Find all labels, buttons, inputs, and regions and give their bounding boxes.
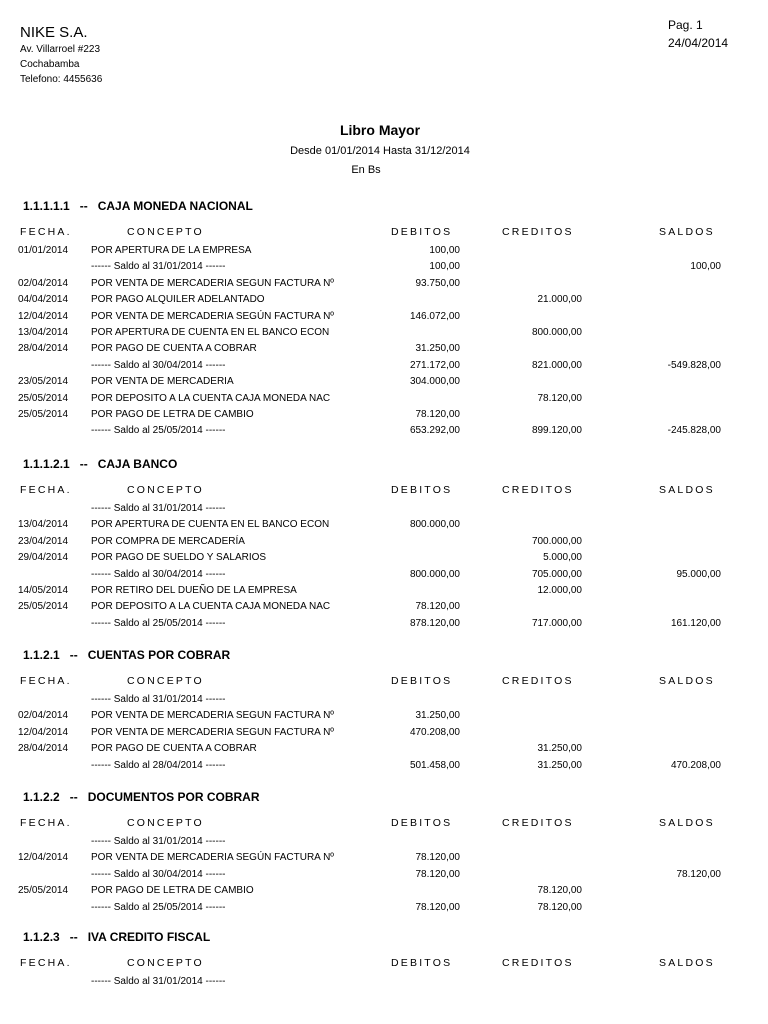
row-credito: 12.000,00 (537, 585, 582, 596)
column-header-debitos: DEBITOS (391, 817, 453, 829)
account-name: DOCUMENTOS POR COBRAR (87, 790, 260, 804)
account-code: 1.1.1.2.1 (23, 457, 70, 471)
account-code: 1.1.1.1.1 (23, 199, 70, 213)
row-saldo: -549.828,00 (667, 360, 721, 371)
row-fecha: 14/05/2014 (18, 585, 69, 596)
row-credito (482, 976, 582, 992)
row-debito: 800.000,00 (409, 569, 460, 580)
row-credito: 5.000,00 (543, 552, 582, 563)
row-concepto: ------ Saldo al 25/05/2014 ------ (91, 902, 226, 913)
row-saldo (621, 311, 721, 327)
column-header-fecha: FECHA. (20, 484, 72, 496)
row-fecha: 25/05/2014 (18, 885, 69, 896)
row-debito: 800.000,00 (409, 519, 460, 530)
row-credito (482, 245, 582, 261)
row-credito: 31.250,00 (537, 760, 582, 771)
row-concepto: POR PAGO DE CUENTA A COBRAR (91, 743, 257, 754)
company-phone: Telefono: 4455636 (20, 74, 103, 85)
row-concepto: ------ Saldo al 31/01/2014 ------ (91, 976, 226, 987)
column-header-debitos: DEBITOS (391, 226, 453, 238)
account-code: 1.1.2.1 (23, 648, 60, 662)
row-concepto: ------ Saldo al 30/04/2014 ------ (91, 869, 226, 880)
row-fecha: 13/04/2014 (18, 327, 69, 338)
row-credito (482, 261, 582, 277)
row-debito (360, 885, 460, 901)
row-credito (482, 503, 582, 519)
column-header-concepto: CONCEPTO (127, 675, 204, 687)
row-saldo (621, 976, 721, 992)
row-concepto: ------ Saldo al 31/01/2014 ------ (91, 694, 226, 705)
row-fecha: 13/04/2014 (18, 519, 69, 530)
row-fecha: 23/04/2014 (18, 536, 69, 547)
row-debito: 78.120,00 (415, 869, 460, 880)
row-credito: 800.000,00 (531, 327, 582, 338)
row-debito: 78.120,00 (415, 601, 460, 612)
account-heading (23, 199, 253, 213)
row-saldo (621, 376, 721, 392)
column-header-concepto: CONCEPTO (127, 226, 204, 238)
row-credito: 78.120,00 (537, 393, 582, 404)
row-saldo (621, 710, 721, 726)
row-credito: 821.000,00 (531, 360, 582, 371)
row-concepto: POR VENTA DE MERCADERIA SEGÚN FACTURA Nº (91, 311, 334, 322)
row-debito: 100,00 (429, 245, 460, 256)
row-credito (482, 409, 582, 425)
date-range: Desde 01/01/2014 Hasta 31/12/2014 (290, 145, 470, 157)
row-credito (482, 710, 582, 726)
column-header-creditos: CREDITOS (502, 817, 574, 829)
column-header-creditos: CREDITOS (502, 226, 574, 238)
row-debito: 78.120,00 (415, 902, 460, 913)
row-credito: 717.000,00 (531, 618, 582, 629)
column-header-saldos: SALDOS (659, 817, 715, 829)
column-header-debitos: DEBITOS (391, 957, 453, 969)
column-header-saldos: SALDOS (659, 226, 715, 238)
row-credito: 705.000,00 (531, 569, 582, 580)
row-fecha: 25/05/2014 (18, 393, 69, 404)
row-saldo (621, 503, 721, 519)
row-credito: 899.120,00 (531, 425, 582, 436)
company-address: Av. Villarroel #223 (20, 44, 101, 55)
row-credito (482, 836, 582, 852)
row-fecha: 25/05/2014 (18, 601, 69, 612)
row-credito (482, 519, 582, 535)
row-saldo: -245.828,00 (667, 425, 721, 436)
row-saldo (621, 836, 721, 852)
row-debito: 100,00 (429, 261, 460, 272)
row-saldo: 470.208,00 (670, 760, 721, 771)
page-number: Pag. 1 (668, 18, 703, 32)
row-debito: 146.072,00 (409, 311, 460, 322)
account-name: CAJA BANCO (97, 457, 178, 471)
column-header-saldos: SALDOS (659, 675, 715, 687)
row-saldo (621, 327, 721, 343)
row-debito (360, 536, 460, 552)
column-header-creditos: CREDITOS (502, 957, 574, 969)
row-debito: 501.458,00 (409, 760, 460, 771)
row-saldo (621, 278, 721, 294)
row-saldo: 95.000,00 (676, 569, 721, 580)
row-saldo (621, 885, 721, 901)
row-concepto: ------ Saldo al 31/01/2014 ------ (91, 261, 226, 272)
row-debito: 878.120,00 (409, 618, 460, 629)
row-concepto: POR PAGO DE LETRA DE CAMBIO (91, 409, 254, 420)
row-concepto: ------ Saldo al 25/05/2014 ------ (91, 425, 226, 436)
row-saldo (621, 409, 721, 425)
row-concepto: POR PAGO DE SUELDO Y SALARIOS (91, 552, 267, 563)
row-debito: 78.120,00 (415, 852, 460, 863)
row-credito (482, 694, 582, 710)
row-concepto: POR VENTA DE MERCADERIA SEGUN FACTURA Nº (91, 710, 334, 721)
row-credito: 700.000,00 (531, 536, 582, 547)
row-concepto: POR VENTA DE MERCADERIA (91, 376, 234, 387)
row-debito (360, 503, 460, 519)
row-saldo (621, 727, 721, 743)
row-debito: 93.750,00 (415, 278, 460, 289)
row-fecha: 02/04/2014 (18, 710, 69, 721)
row-saldo (621, 536, 721, 552)
row-fecha: 02/04/2014 (18, 278, 69, 289)
column-header-fecha: FECHA. (20, 957, 72, 969)
currency-label: En Bs (351, 164, 381, 176)
company-name: NIKE S.A. (20, 24, 88, 41)
account-heading (23, 930, 210, 944)
row-concepto: ------ Saldo al 30/04/2014 ------ (91, 360, 226, 371)
row-debito (360, 327, 460, 343)
row-saldo: 78.120,00 (676, 869, 721, 880)
column-header-fecha: FECHA. (20, 226, 72, 238)
row-credito: 78.120,00 (537, 902, 582, 913)
row-debito (360, 393, 460, 409)
report-date: 24/04/2014 (668, 36, 729, 50)
column-header-debitos: DEBITOS (391, 675, 453, 687)
row-saldo: 100,00 (690, 261, 721, 272)
row-fecha: 01/01/2014 (18, 245, 69, 256)
row-debito (360, 743, 460, 759)
row-fecha: 25/05/2014 (18, 409, 69, 420)
column-header-creditos: CREDITOS (502, 484, 574, 496)
row-debito: 31.250,00 (415, 343, 460, 354)
row-saldo (621, 743, 721, 759)
row-credito: 21.000,00 (537, 294, 582, 305)
row-credito (482, 311, 582, 327)
row-concepto: POR DEPOSITO A LA CUENTA CAJA MONEDA NAC (91, 601, 331, 612)
row-concepto: POR PAGO DE LETRA DE CAMBIO (91, 885, 254, 896)
row-concepto: POR VENTA DE MERCADERIA SEGUN FACTURA Nº (91, 727, 334, 738)
column-header-concepto: CONCEPTO (127, 484, 204, 496)
row-concepto: POR PAGO DE CUENTA A COBRAR (91, 343, 257, 354)
row-saldo: 161.120,00 (670, 618, 721, 629)
account-name: CAJA MONEDA NACIONAL (97, 199, 253, 213)
account-name: CUENTAS POR COBRAR (87, 648, 231, 662)
report-title: Libro Mayor (339, 122, 421, 138)
row-credito: 31.250,00 (537, 743, 582, 754)
row-debito (360, 976, 460, 992)
row-saldo (621, 694, 721, 710)
row-fecha: 12/04/2014 (18, 311, 69, 322)
column-header-fecha: FECHA. (20, 817, 72, 829)
row-concepto: POR COMPRA DE MERCADERÍA (91, 536, 245, 547)
account-code: 1.1.2.3 (23, 930, 60, 944)
row-fecha: 29/04/2014 (18, 552, 69, 563)
account-separator: -- (69, 930, 78, 944)
row-debito (360, 694, 460, 710)
row-credito (482, 376, 582, 392)
row-debito: 271.172,00 (409, 360, 460, 371)
row-credito (482, 727, 582, 743)
account-code: 1.1.2.2 (23, 790, 60, 804)
account-name: IVA CREDITO FISCAL (87, 930, 211, 944)
row-debito: 653.292,00 (409, 425, 460, 436)
row-concepto: POR APERTURA DE CUENTA EN EL BANCO ECON (91, 519, 330, 530)
row-debito: 78.120,00 (415, 409, 460, 420)
row-debito (360, 294, 460, 310)
row-saldo (621, 601, 721, 617)
column-header-saldos: SALDOS (659, 957, 715, 969)
row-saldo (621, 245, 721, 261)
account-separator: -- (79, 457, 88, 471)
account-heading (23, 790, 260, 804)
row-debito: 304.000,00 (409, 376, 460, 387)
row-concepto: POR VENTA DE MERCADERIA SEGUN FACTURA Nº (91, 278, 334, 289)
row-fecha: 28/04/2014 (18, 343, 69, 354)
row-debito: 470.208,00 (409, 727, 460, 738)
row-credito (482, 852, 582, 868)
column-header-concepto: CONCEPTO (127, 817, 204, 829)
row-debito (360, 585, 460, 601)
row-debito (360, 836, 460, 852)
row-fecha: 12/04/2014 (18, 852, 69, 863)
account-separator: -- (69, 790, 78, 804)
column-header-saldos: SALDOS (659, 484, 715, 496)
row-fecha: 12/04/2014 (18, 727, 69, 738)
row-saldo (621, 585, 721, 601)
row-concepto: ------ Saldo al 30/04/2014 ------ (91, 569, 226, 580)
row-saldo (621, 393, 721, 409)
row-debito: 31.250,00 (415, 710, 460, 721)
column-header-concepto: CONCEPTO (127, 957, 204, 969)
column-header-creditos: CREDITOS (502, 675, 574, 687)
row-saldo (621, 519, 721, 535)
account-separator: -- (69, 648, 78, 662)
row-concepto: ------ Saldo al 31/01/2014 ------ (91, 503, 226, 514)
company-city: Cochabamba (20, 59, 80, 70)
row-credito (482, 601, 582, 617)
row-concepto: POR VENTA DE MERCADERIA SEGÚN FACTURA Nº (91, 852, 334, 863)
row-credito (482, 869, 582, 885)
column-header-fecha: FECHA. (20, 675, 72, 687)
row-credito (482, 343, 582, 359)
row-fecha: 28/04/2014 (18, 743, 69, 754)
row-debito (360, 552, 460, 568)
row-concepto: POR DEPOSITO A LA CUENTA CAJA MONEDA NAC (91, 393, 331, 404)
row-saldo (621, 852, 721, 868)
row-concepto: ------ Saldo al 28/04/2014 ------ (91, 760, 226, 771)
account-heading (23, 457, 177, 471)
row-credito (482, 278, 582, 294)
column-header-debitos: DEBITOS (391, 484, 453, 496)
row-concepto: POR PAGO ALQUILER ADELANTADO (91, 294, 265, 305)
row-concepto: POR APERTURA DE LA EMPRESA (91, 245, 252, 256)
row-fecha: 04/04/2014 (18, 294, 69, 305)
row-saldo (621, 552, 721, 568)
row-fecha: 23/05/2014 (18, 376, 69, 387)
row-concepto: ------ Saldo al 31/01/2014 ------ (91, 836, 226, 847)
row-saldo (621, 294, 721, 310)
row-concepto: POR RETIRO DEL DUEÑO DE LA EMPRESA (91, 585, 297, 596)
row-concepto: ------ Saldo al 25/05/2014 ------ (91, 618, 226, 629)
row-concepto: POR APERTURA DE CUENTA EN EL BANCO ECON (91, 327, 330, 338)
row-saldo (621, 902, 721, 918)
row-saldo (621, 343, 721, 359)
account-separator: -- (79, 199, 88, 213)
account-heading (23, 648, 230, 662)
row-credito: 78.120,00 (537, 885, 582, 896)
